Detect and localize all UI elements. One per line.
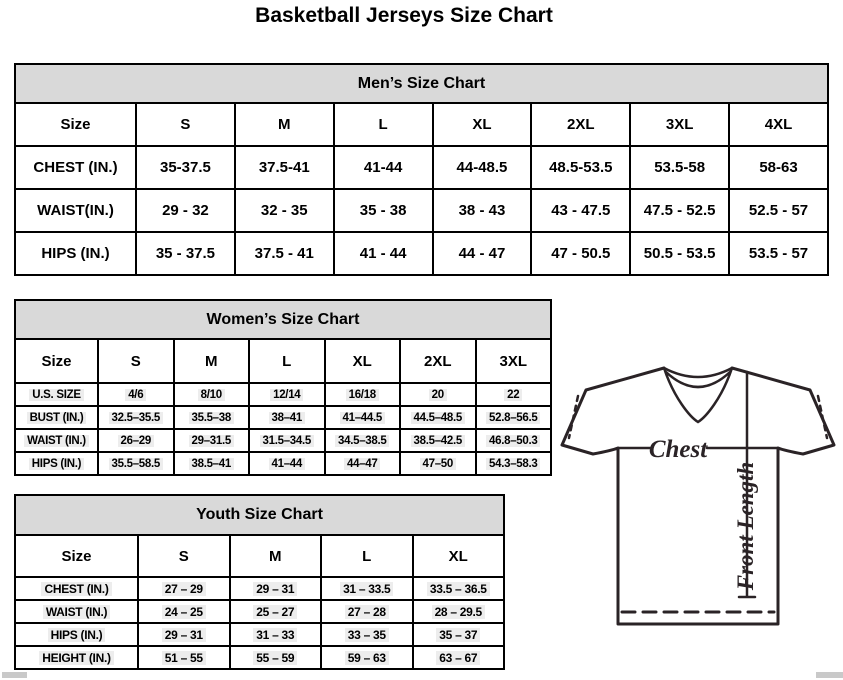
row-label: CHEST (IN.) bbox=[15, 146, 136, 189]
size-value-cell: 35 – 37 bbox=[413, 623, 505, 646]
row-label: U.S. SIZE bbox=[15, 383, 98, 406]
size-value-cell: 37.5-41 bbox=[235, 146, 334, 189]
size-value-cell: 31 – 33.5 bbox=[321, 577, 413, 600]
row-label: HIPS (IN.) bbox=[15, 623, 138, 646]
measurement-row bbox=[15, 406, 551, 429]
mens-size-chart-section bbox=[14, 63, 829, 276]
size-column-header: M bbox=[230, 535, 322, 577]
left-cuff-dashed-line bbox=[569, 396, 578, 438]
size-value-cell: 63 – 67 bbox=[413, 646, 505, 669]
size-value-cell: 54.3–58.3 bbox=[476, 452, 552, 475]
size-value-cell: 4/6 bbox=[98, 383, 174, 406]
row-label: HIPS (IN.) bbox=[15, 452, 98, 475]
size-value-cell: 43 - 47.5 bbox=[531, 189, 630, 232]
size-corner-header: Size bbox=[15, 535, 138, 577]
size-value-cell: 38 - 43 bbox=[433, 189, 532, 232]
size-value-cell: 50.5 - 53.5 bbox=[630, 232, 729, 275]
front-length-label: Front Length bbox=[733, 461, 758, 591]
size-column-header: S bbox=[98, 339, 174, 383]
column-header-row bbox=[15, 535, 504, 577]
mens-size-chart-title: Men’s Size Chart bbox=[14, 63, 829, 102]
measurement-row bbox=[15, 232, 828, 275]
measurement-row bbox=[15, 623, 504, 646]
size-value-cell: 27 – 29 bbox=[138, 577, 230, 600]
size-value-cell: 29 - 32 bbox=[136, 189, 235, 232]
size-value-cell: 35.5–58.5 bbox=[98, 452, 174, 475]
size-value-cell: 25 – 27 bbox=[230, 600, 322, 623]
size-column-header: L bbox=[321, 535, 413, 577]
size-column-header: M bbox=[174, 339, 250, 383]
jersey-outline bbox=[562, 368, 834, 624]
size-column-header: M bbox=[235, 103, 334, 146]
measurement-row bbox=[15, 452, 551, 475]
measurement-row bbox=[15, 146, 828, 189]
size-value-cell: 41–44.5 bbox=[325, 406, 401, 429]
youth-size-chart-title: Youth Size Chart bbox=[14, 494, 505, 534]
size-value-cell: 35.5–38 bbox=[174, 406, 250, 429]
size-column-header: 3XL bbox=[476, 339, 552, 383]
size-value-cell: 33.5 – 36.5 bbox=[413, 577, 505, 600]
size-value-cell: 41-44 bbox=[334, 146, 433, 189]
row-label: WAIST (IN.) bbox=[15, 600, 138, 623]
right-cuff-dashed-line bbox=[818, 396, 827, 438]
size-value-cell: 47–50 bbox=[400, 452, 476, 475]
size-column-header: 2XL bbox=[531, 103, 630, 146]
size-column-header: L bbox=[249, 339, 325, 383]
size-value-cell: 32 - 35 bbox=[235, 189, 334, 232]
row-label: HEIGHT (IN.) bbox=[15, 646, 138, 669]
size-value-cell: 53.5-58 bbox=[630, 146, 729, 189]
size-value-cell: 38.5–42.5 bbox=[400, 429, 476, 452]
size-value-cell: 33 – 35 bbox=[321, 623, 413, 646]
size-value-cell: 41–44 bbox=[249, 452, 325, 475]
size-column-header: XL bbox=[413, 535, 505, 577]
row-label: WAIST (IN.) bbox=[15, 429, 98, 452]
size-value-cell: 44-48.5 bbox=[433, 146, 532, 189]
size-value-cell: 26–29 bbox=[98, 429, 174, 452]
size-value-cell: 58-63 bbox=[729, 146, 828, 189]
size-value-cell: 24 – 25 bbox=[138, 600, 230, 623]
size-value-cell: 55 – 59 bbox=[230, 646, 322, 669]
chest-label: Chest bbox=[648, 436, 708, 463]
youth-size-chart-section bbox=[14, 494, 505, 670]
measurement-row bbox=[15, 600, 504, 623]
size-value-cell: 35 - 37.5 bbox=[136, 232, 235, 275]
jersey-measurement-diagram bbox=[556, 360, 843, 680]
size-value-cell: 41 - 44 bbox=[334, 232, 433, 275]
size-value-cell: 48.5-53.5 bbox=[531, 146, 630, 189]
size-value-cell: 46.8–50.3 bbox=[476, 429, 552, 452]
size-corner-header: Size bbox=[15, 103, 136, 146]
size-value-cell: 8/10 bbox=[174, 383, 250, 406]
size-column-header: 4XL bbox=[729, 103, 828, 146]
size-value-cell: 27 – 28 bbox=[321, 600, 413, 623]
size-value-cell: 44–47 bbox=[325, 452, 401, 475]
size-value-cell: 28 – 29.5 bbox=[413, 600, 505, 623]
size-value-cell: 32.5–35.5 bbox=[98, 406, 174, 429]
row-label: WAIST(IN.) bbox=[15, 189, 136, 232]
size-value-cell: 38–41 bbox=[249, 406, 325, 429]
womens-size-chart-title: Women’s Size Chart bbox=[14, 299, 552, 338]
size-column-header: XL bbox=[433, 103, 532, 146]
size-value-cell: 16/18 bbox=[325, 383, 401, 406]
size-value-cell: 44.5–48.5 bbox=[400, 406, 476, 429]
size-value-cell: 44 - 47 bbox=[433, 232, 532, 275]
size-column-header: S bbox=[136, 103, 235, 146]
size-column-header: S bbox=[138, 535, 230, 577]
youth-size-table bbox=[14, 534, 505, 670]
row-label: BUST (IN.) bbox=[15, 406, 98, 429]
size-value-cell: 53.5 - 57 bbox=[729, 232, 828, 275]
scrollbar-fragment-right bbox=[816, 672, 843, 678]
size-value-cell: 35-37.5 bbox=[136, 146, 235, 189]
size-value-cell: 47 - 50.5 bbox=[531, 232, 630, 275]
measurement-row bbox=[15, 383, 551, 406]
size-value-cell: 35 - 38 bbox=[334, 189, 433, 232]
page-title: Basketball Jerseys Size Chart bbox=[255, 4, 553, 27]
size-column-header: XL bbox=[325, 339, 401, 383]
size-column-header: 3XL bbox=[630, 103, 729, 146]
jersey-collar bbox=[664, 368, 732, 422]
column-header-row bbox=[15, 103, 828, 146]
measurement-row bbox=[15, 189, 828, 232]
size-value-cell: 12/14 bbox=[249, 383, 325, 406]
measurement-row bbox=[15, 577, 504, 600]
size-value-cell: 52.5 - 57 bbox=[729, 189, 828, 232]
size-value-cell: 34.5–38.5 bbox=[325, 429, 401, 452]
row-label: CHEST (IN.) bbox=[15, 577, 138, 600]
size-value-cell: 29–31.5 bbox=[174, 429, 250, 452]
size-corner-header: Size bbox=[15, 339, 98, 383]
size-value-cell: 37.5 - 41 bbox=[235, 232, 334, 275]
size-value-cell: 51 – 55 bbox=[138, 646, 230, 669]
column-header-row bbox=[15, 339, 551, 383]
size-value-cell: 47.5 - 52.5 bbox=[630, 189, 729, 232]
size-value-cell: 52.8–56.5 bbox=[476, 406, 552, 429]
size-column-header: L bbox=[334, 103, 433, 146]
mens-size-table bbox=[14, 102, 829, 276]
size-value-cell: 20 bbox=[400, 383, 476, 406]
row-label: HIPS (IN.) bbox=[15, 232, 136, 275]
measurement-row bbox=[15, 646, 504, 669]
womens-size-chart-section bbox=[14, 299, 552, 476]
scrollbar-fragment-left bbox=[2, 672, 27, 678]
size-column-header: 2XL bbox=[400, 339, 476, 383]
size-value-cell: 29 – 31 bbox=[138, 623, 230, 646]
womens-size-table bbox=[14, 338, 552, 476]
size-value-cell: 38.5–41 bbox=[174, 452, 250, 475]
size-value-cell: 59 – 63 bbox=[321, 646, 413, 669]
size-value-cell: 29 – 31 bbox=[230, 577, 322, 600]
size-value-cell: 22 bbox=[476, 383, 552, 406]
size-value-cell: 31 – 33 bbox=[230, 623, 322, 646]
measurement-row bbox=[15, 429, 551, 452]
size-value-cell: 31.5–34.5 bbox=[249, 429, 325, 452]
